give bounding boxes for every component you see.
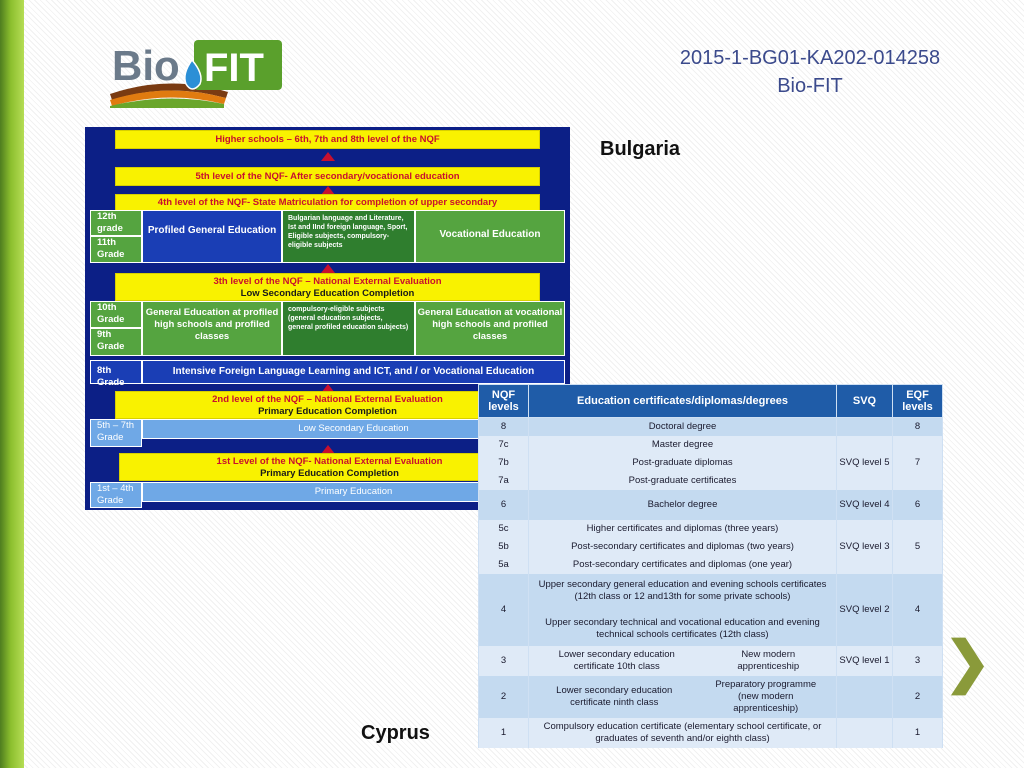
level3-title: 3th level of the NQF – National External Evaluation	[213, 276, 442, 287]
grade-12-box: 12th grade	[90, 210, 142, 236]
nqf-cell: 2	[479, 676, 529, 718]
header-svq: SVQ	[837, 385, 893, 418]
profiled-general-box: Profiled General Education	[142, 210, 282, 263]
svq-cell: SVQ level 5	[837, 436, 893, 490]
primary-box: Primary Education	[142, 482, 565, 502]
nqf-cell: 7b	[479, 454, 529, 472]
general-vocational-box: General Education at vocational high schools and profiled classes	[415, 301, 565, 356]
eqf-cell: 4	[893, 574, 943, 646]
cert-cell: Master degree	[529, 436, 837, 454]
svg-text:Bio: Bio	[112, 42, 180, 89]
svq-cell: SVQ level 2	[837, 574, 893, 646]
grade-10-box: 10th Grade	[90, 301, 142, 328]
svq-cell	[837, 676, 893, 718]
grade-11-box: 11th Grade	[90, 236, 142, 263]
cert-cell	[529, 646, 837, 676]
lower-subjects-box: compulsory-eligible subjects (general education subjects, general profiled education subjects)	[282, 301, 415, 356]
cert-cell: Compulsory education certificate (elementary school certificate, or graduates of seventh and/or eighth class)	[529, 718, 837, 748]
table-row	[479, 574, 943, 646]
nqf-cell: 5c	[479, 520, 529, 538]
project-name: Bio-FIT	[777, 75, 843, 97]
nqf-cell: 5a	[479, 556, 529, 574]
svg-text:FIT: FIT	[204, 46, 264, 90]
level2-title: 2nd level of the NQF – National External Evaluation	[212, 394, 443, 405]
level3-box	[115, 273, 540, 301]
cert-cell: Post-graduate diplomas	[529, 454, 837, 472]
cert-cell: Higher certificates and diplomas (three years)	[529, 520, 837, 538]
cert-lower-secondary: Lower secondary education certificate 10th class	[558, 648, 675, 672]
table-row	[479, 436, 943, 454]
table-header-row	[479, 385, 943, 418]
eqf-cell: 8	[893, 418, 943, 436]
cert-technical: Upper secondary technical and vocational education and evening technical schools certificates (12th class)	[545, 616, 820, 640]
level1-subtitle: Primary Education Completion	[260, 468, 399, 479]
project-code: 2015-1-BG01-KA202-014258	[679, 47, 941, 69]
header-nqf: NQF levels	[479, 385, 529, 418]
cert-cell: Post-secondary certificates and diplomas (two years)	[529, 538, 837, 556]
table-row	[479, 490, 943, 520]
level4-box: 4th level of the NQF- State Matriculation for completion of upper secondary	[115, 194, 540, 211]
svq-cell	[837, 418, 893, 436]
grade-9-box: 9th Grade	[90, 328, 142, 356]
level2-subtitle: Primary Education Completion	[258, 406, 397, 417]
grade-5-7-box: 5th – 7th Grade	[90, 419, 142, 447]
higher-schools-box: Higher schools – 6th, 7th and 8th level of the NQF	[115, 130, 540, 149]
cert-lower-secondary: Lower secondary education certificate ninth class	[556, 684, 673, 708]
cyprus-label: Cyprus	[361, 722, 430, 744]
chevron-right-icon[interactable]: ❯	[944, 630, 991, 693]
level2-box	[115, 391, 540, 419]
level5-box: 5th level of the NQF- After secondary/vocational education	[115, 167, 540, 186]
nqf-cell: 5b	[479, 538, 529, 556]
general-profiled-box: General Education at profiled high schools and profiled classes	[142, 301, 282, 356]
cert-preparatory: Preparatory programme (new modern apprenticeship)	[715, 678, 817, 714]
svq-cell	[837, 718, 893, 748]
project-info	[640, 44, 980, 100]
nqf-cell: 6	[479, 490, 529, 520]
cyprus-qualifications-table	[478, 384, 943, 748]
eqf-cell: 6	[893, 490, 943, 520]
cert-cell: Doctoral degree	[529, 418, 837, 436]
cert-cell: Post-secondary certificates and diplomas (one year)	[529, 556, 837, 574]
table-row	[479, 718, 943, 748]
biofit-logo	[108, 34, 290, 108]
level3-subtitle: Low Secondary Education Completion	[240, 288, 415, 299]
svq-cell: SVQ level 1	[837, 646, 893, 676]
cert-cell: Post-graduate certificates	[529, 472, 837, 490]
vocational-box: Vocational Education	[415, 210, 565, 263]
left-accent-bar	[0, 0, 24, 768]
nqf-cell: 4	[479, 574, 529, 646]
up-arrow-icon	[321, 264, 335, 273]
level1-title: 1st Level of the NQF- National External Evaluation	[216, 456, 443, 467]
svq-cell: SVQ level 4	[837, 490, 893, 520]
header-certs: Education certificates/diplomas/degrees	[529, 385, 837, 418]
eqf-cell: 2	[893, 676, 943, 718]
table-row	[479, 418, 943, 436]
nqf-cell: 3	[479, 646, 529, 676]
grade-1-4-box: 1st – 4th Grade	[90, 482, 142, 508]
svq-cell: SVQ level 3	[837, 520, 893, 574]
intensive-box: Intensive Foreign Language Learning and ICT, and / or Vocational Education	[142, 360, 565, 384]
table-row	[479, 520, 943, 538]
nqf-cell: 8	[479, 418, 529, 436]
cert-cell	[529, 676, 837, 718]
low-secondary-box: Low Secondary Education	[142, 419, 565, 439]
header-eqf: EQF levels	[893, 385, 943, 418]
nqf-cell: 7c	[479, 436, 529, 454]
level1-box	[119, 453, 540, 481]
bulgaria-label: Bulgaria	[600, 138, 681, 160]
table-row	[479, 646, 943, 676]
upper-subjects-box: Bulgarian language and Literature, Ist and IInd foreign language, Sport, Eligible subjects, compulsory-eligible subjects	[282, 210, 415, 263]
table-row	[479, 676, 943, 718]
eqf-cell: 3	[893, 646, 943, 676]
eqf-cell: 5	[893, 520, 943, 574]
grade-8-box: 8th Grade	[90, 360, 142, 384]
up-arrow-icon	[321, 152, 335, 161]
eqf-cell: 7	[893, 436, 943, 490]
cert-cell	[529, 574, 837, 646]
cert-general: Upper secondary general education and evening schools certificates (12th class or 12 and13th for some private schools)	[538, 578, 827, 602]
nqf-cell: 7a	[479, 472, 529, 490]
cert-apprenticeship: New modern apprenticeship	[737, 648, 800, 672]
nqf-cell: 1	[479, 718, 529, 748]
cert-cell: Bachelor degree	[529, 490, 837, 520]
eqf-cell: 1	[893, 718, 943, 748]
